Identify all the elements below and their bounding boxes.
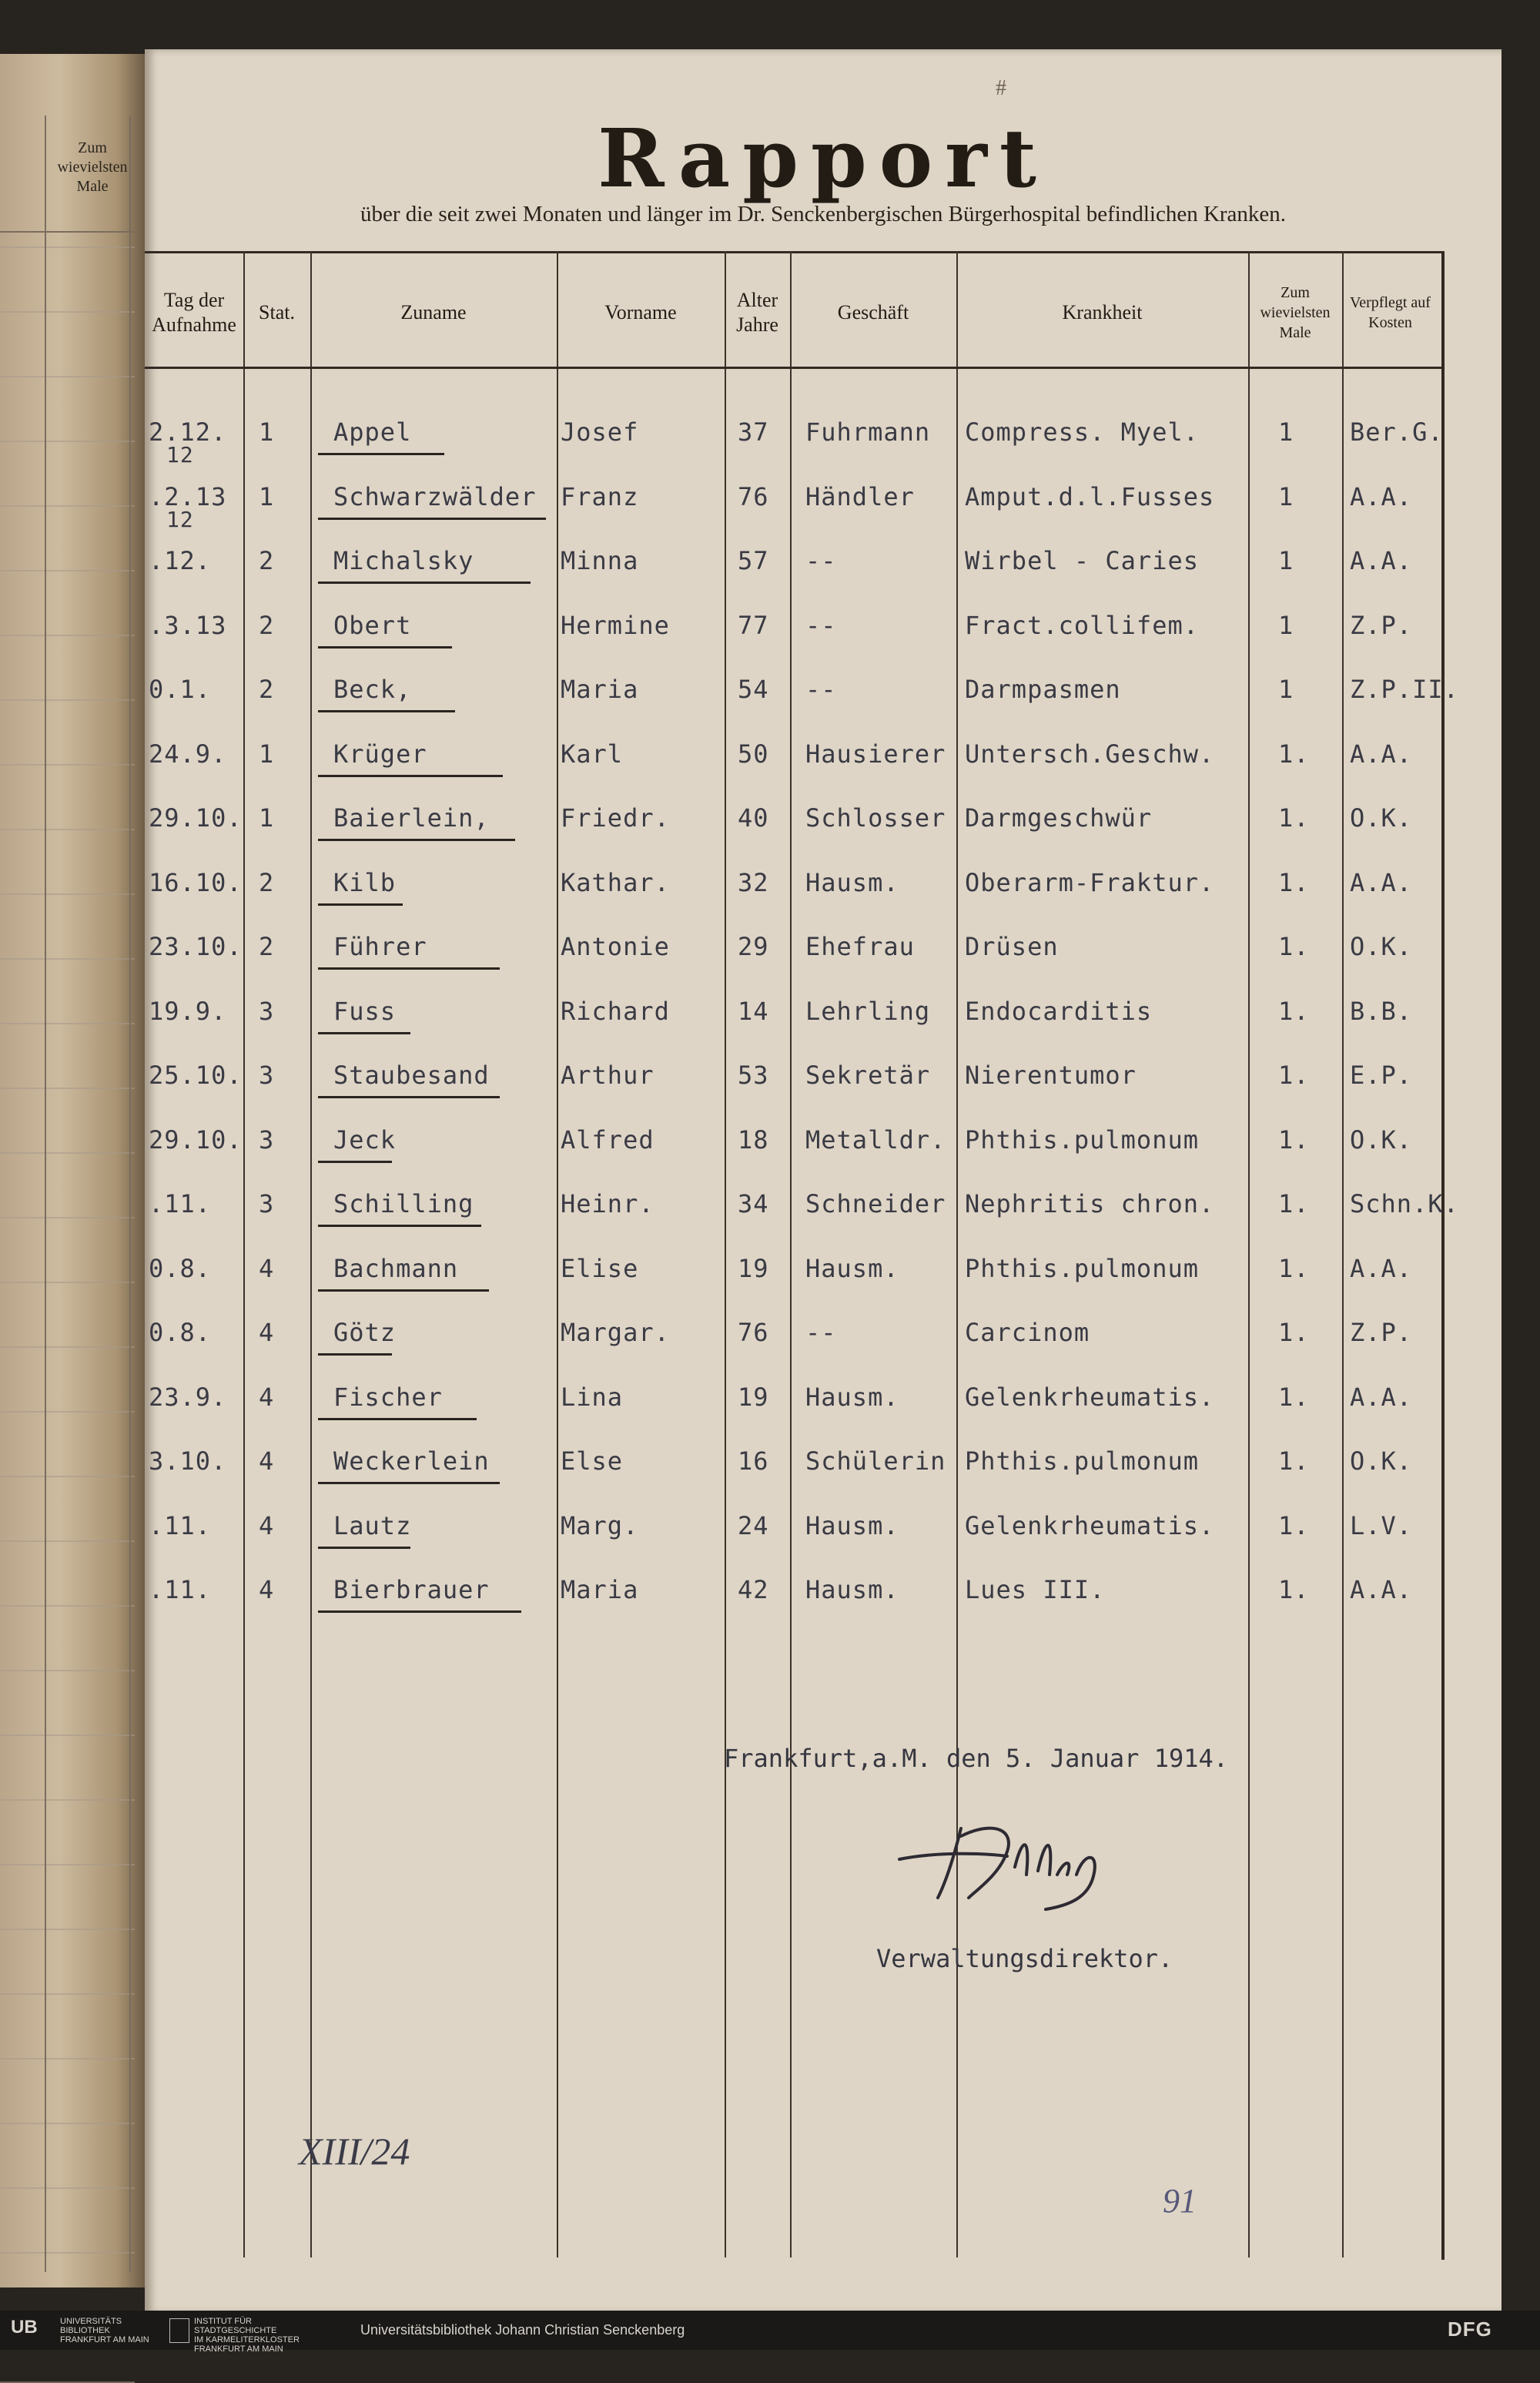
previous-page-rule-line xyxy=(0,1346,135,1348)
row-surname: Beck, xyxy=(333,675,412,704)
reference-mark: XIII/24 xyxy=(299,2130,410,2173)
previous-page-rule-line xyxy=(0,1282,135,1283)
ub-text-line: BIBLIOTHEK xyxy=(60,2326,110,2335)
row-times: 1. xyxy=(1278,1510,1310,1540)
surname-underline xyxy=(318,775,503,777)
row-surname: Baierlein, xyxy=(333,803,490,833)
row-date: 16.10. xyxy=(149,867,243,897)
previous-page-header xyxy=(46,139,139,196)
table-row xyxy=(145,417,1454,482)
row-stat: 3 xyxy=(259,996,275,1026)
header-stat: Stat. xyxy=(259,301,295,323)
row-stat: 4 xyxy=(259,1253,275,1283)
previous-page-rule-line xyxy=(0,1864,135,1865)
table-row xyxy=(145,1125,1454,1190)
surname-underline xyxy=(318,839,515,841)
row-illness: Carcinom xyxy=(965,1318,1090,1347)
row-surname: Appel xyxy=(333,417,412,447)
row-age: 14 xyxy=(738,996,769,1026)
row-surname: Lautz xyxy=(333,1510,412,1540)
table-row xyxy=(145,1189,1459,1254)
table-row xyxy=(145,803,1454,868)
row-times: 1. xyxy=(1278,1575,1310,1604)
row-stat: 3 xyxy=(259,1189,275,1218)
previous-page-rule-line xyxy=(0,311,135,313)
row-costs: A.A. xyxy=(1350,546,1413,575)
row-trade: -- xyxy=(805,610,837,640)
row-illness: Gelenkrheumatis. xyxy=(965,1510,1215,1540)
row-surname: Fuss xyxy=(333,996,397,1026)
row-stat: 2 xyxy=(259,610,275,640)
surname-underline xyxy=(318,1289,489,1292)
previous-page-rule-line xyxy=(0,764,135,766)
previous-page-rule-line xyxy=(0,1411,135,1413)
row-trade: -- xyxy=(805,1318,837,1347)
row-firstname: Kathar. xyxy=(561,867,670,897)
ub-text xyxy=(60,2317,149,2344)
surname-underline xyxy=(318,1482,500,1484)
row-illness: Untersch.Geschw. xyxy=(965,739,1215,769)
row-costs: O.K. xyxy=(1350,1446,1413,1476)
row-trade: Schlosser xyxy=(805,803,946,833)
row-costs: Schn.K. xyxy=(1350,1189,1459,1218)
row-surname: Bierbrauer xyxy=(333,1575,490,1604)
row-costs: O.K. xyxy=(1350,932,1413,961)
row-times: 1 xyxy=(1278,481,1294,511)
row-firstname: Friedr. xyxy=(561,803,670,833)
place-and-date: Frankfurt,a.M. den 5. Januar 1914. xyxy=(724,1744,1229,1773)
dfg-logo: DFG xyxy=(1448,2318,1492,2341)
row-stat: 2 xyxy=(259,675,275,704)
previous-page-rule-line xyxy=(0,1605,135,1607)
surname-underline xyxy=(318,646,452,649)
surname-underline xyxy=(318,967,500,970)
table-row xyxy=(145,868,1454,933)
row-date: .11. xyxy=(149,1510,212,1540)
table-row xyxy=(145,611,1454,675)
previous-page-rule-line xyxy=(0,829,135,830)
row-surname: Schwarzwälder xyxy=(333,481,537,511)
ub-logo: UB xyxy=(11,2317,38,2338)
row-date: 24.9. xyxy=(149,739,227,769)
row-times: 1. xyxy=(1278,1061,1310,1090)
surname-underline xyxy=(318,1032,410,1034)
table-row xyxy=(145,1446,1454,1511)
row-surname: Krüger xyxy=(333,739,427,769)
row-times: 1 xyxy=(1278,417,1294,447)
institute-logo-icon xyxy=(169,2318,189,2343)
row-times: 1 xyxy=(1278,546,1294,575)
document-subtitle: über die seit zwei Monaten und länger im Dr. Senckenbergischen Bürgerhospital befindlichen Kranken. xyxy=(360,202,1287,226)
row-trade: Händler xyxy=(805,481,915,511)
previous-page-rule-line xyxy=(0,376,135,377)
row-illness: Nephritis chron. xyxy=(965,1189,1215,1218)
row-trade: Fuhrmann xyxy=(805,417,931,447)
table-row xyxy=(145,997,1454,1061)
signature xyxy=(892,1805,1169,1913)
row-trade: Lehrling xyxy=(805,996,931,1026)
row-stat: 1 xyxy=(259,481,275,511)
row-stat: 3 xyxy=(259,1061,275,1090)
row-age: 77 xyxy=(738,610,769,640)
row-date: 3.10. xyxy=(149,1446,227,1476)
row-costs: E.P. xyxy=(1350,1061,1413,1090)
surname-underline xyxy=(318,582,531,584)
institute-text-line: STADTGESCHICHTE xyxy=(194,2326,277,2335)
row-stat: 4 xyxy=(259,1318,275,1347)
row-firstname: Marg. xyxy=(561,1510,639,1540)
row-costs: Ber.G. xyxy=(1350,417,1444,447)
previous-page-header-rule xyxy=(0,231,135,233)
document-title: Rapport xyxy=(598,111,1049,206)
row-illness: Oberarm-Fraktur. xyxy=(965,867,1215,897)
previous-page-rule-line xyxy=(0,1088,135,1089)
row-surname: Michalsky xyxy=(333,546,474,575)
previous-page-rule-line xyxy=(0,2123,135,2124)
surname-underline xyxy=(318,1610,521,1613)
previous-page-rule-line xyxy=(0,635,135,636)
row-times: 1. xyxy=(1278,1446,1310,1476)
table-row xyxy=(145,482,1454,547)
header-times: Zum wievielsten Male xyxy=(1260,284,1331,341)
previous-page-rule-line xyxy=(0,893,135,895)
previous-page-rule-line xyxy=(0,1799,135,1801)
header-date: Tag der Aufnahme xyxy=(152,289,236,336)
row-surname: Weckerlein xyxy=(333,1446,490,1476)
row-times: 1. xyxy=(1278,803,1310,833)
previous-page-rule-line xyxy=(0,1476,135,1477)
footer-bar xyxy=(0,2311,1540,2354)
row-age: 50 xyxy=(738,739,769,769)
row-date: 0.1. xyxy=(149,675,212,704)
row-costs: A.A. xyxy=(1350,1382,1413,1412)
row-stat: 2 xyxy=(259,932,275,961)
header-surname: Zuname xyxy=(400,301,467,323)
row-surname: Schilling xyxy=(333,1189,474,1218)
row-firstname: Alfred xyxy=(561,1124,654,1155)
document-page xyxy=(145,49,1502,2314)
row-date: .3.13 xyxy=(149,610,227,640)
table-row xyxy=(145,1061,1454,1125)
row-times: 1. xyxy=(1278,1382,1310,1412)
row-stat: 1 xyxy=(259,417,275,447)
row-costs: A.A. xyxy=(1350,867,1413,897)
institute-text-line: IM KARMELITERKLOSTER xyxy=(194,2335,300,2344)
row-age: 40 xyxy=(738,803,769,833)
row-trade: Hausm. xyxy=(805,1510,899,1540)
row-trade: Sekretär xyxy=(805,1061,931,1090)
previous-page-ruling xyxy=(0,116,135,2287)
row-date: 0.8. xyxy=(149,1318,212,1347)
row-times: 1. xyxy=(1278,932,1310,961)
row-trade: Hausm. xyxy=(805,1575,899,1604)
row-times: 1. xyxy=(1278,996,1310,1026)
row-date: 0.8. xyxy=(149,1253,212,1283)
row-trade: Schneider xyxy=(805,1189,946,1218)
row-date: 2.12. xyxy=(149,417,227,447)
table-row xyxy=(145,1383,1454,1447)
row-illness: Gelenkrheumatis. xyxy=(965,1382,1215,1412)
header-trade: Geschäft xyxy=(837,301,909,323)
previous-page-column-line xyxy=(45,116,46,2272)
row-illness: Compress. Myel. xyxy=(965,417,1199,447)
row-costs: Z.P. xyxy=(1350,610,1413,640)
row-firstname: Maria xyxy=(561,1575,639,1604)
row-surname: Kilb xyxy=(333,867,397,897)
previous-page-rule-line xyxy=(0,1152,135,1154)
row-times: 1. xyxy=(1278,1253,1310,1283)
row-date: 29.10. xyxy=(149,1124,243,1155)
previous-page-rule-line xyxy=(0,441,135,442)
previous-page-rule-line xyxy=(0,570,135,571)
previous-page-rule-line xyxy=(0,1023,135,1024)
surname-underline xyxy=(318,453,444,455)
row-date-note: 12 xyxy=(166,506,194,532)
row-trade: Hausm. xyxy=(805,867,899,897)
surname-underline xyxy=(318,1547,410,1549)
row-illness: Lues III. xyxy=(965,1575,1106,1604)
row-firstname: Maria xyxy=(561,675,639,704)
row-trade: -- xyxy=(805,546,837,575)
previous-page-rule-line xyxy=(0,699,135,701)
row-trade: Hausierer xyxy=(805,739,946,769)
row-trade: Hausm. xyxy=(805,1253,899,1283)
row-stat: 4 xyxy=(259,1382,275,1412)
row-age: 76 xyxy=(738,481,769,511)
row-age: 76 xyxy=(738,1318,769,1347)
previous-page-rule-line xyxy=(0,505,135,507)
surname-underline xyxy=(318,1096,500,1098)
institute-text-line: FRANKFURT AM MAIN xyxy=(194,2344,283,2354)
row-age: 19 xyxy=(738,1253,769,1283)
previous-page-rule-line xyxy=(0,2187,135,2189)
row-costs: O.K. xyxy=(1350,1124,1413,1155)
row-times: 1. xyxy=(1278,867,1310,897)
row-illness: Nierentumor xyxy=(965,1061,1137,1090)
row-date: 23.9. xyxy=(149,1382,227,1412)
header-costs: Verpflegt auf Kosten xyxy=(1350,294,1431,331)
previous-page-rule-line xyxy=(0,1670,135,1671)
row-illness: Phthis.pulmonum xyxy=(965,1124,1199,1155)
row-times: 1. xyxy=(1278,739,1310,769)
library-name: Universitätsbibliothek Johann Christian Senckenberg xyxy=(360,2322,685,2338)
institute-text xyxy=(194,2317,300,2354)
surname-underline xyxy=(318,518,546,520)
row-firstname: Josef xyxy=(561,417,639,447)
row-illness: Drüsen xyxy=(965,932,1059,961)
row-date: .2.13 xyxy=(149,481,227,511)
row-firstname: Karl xyxy=(561,739,624,769)
previous-page-rule-line xyxy=(0,1734,135,1736)
row-firstname: Heinr. xyxy=(561,1189,654,1218)
surname-underline xyxy=(318,1418,477,1420)
row-firstname: Minna xyxy=(561,546,639,575)
header-firstname: Vorname xyxy=(604,301,677,323)
row-stat: 4 xyxy=(259,1446,275,1476)
row-illness: Endocarditis xyxy=(965,996,1153,1026)
row-firstname: Franz xyxy=(561,481,639,511)
table-row xyxy=(145,1254,1454,1319)
row-date: 23.10. xyxy=(149,932,243,961)
row-firstname: Hermine xyxy=(561,610,670,640)
row-surname: Bachmann xyxy=(333,1253,459,1283)
row-costs: A.A. xyxy=(1350,1575,1413,1604)
surname-underline xyxy=(318,903,403,906)
row-costs: Z.P. xyxy=(1350,1318,1413,1347)
row-surname: Fischer xyxy=(333,1382,443,1412)
row-illness: Wirbel - Caries xyxy=(965,546,1199,575)
page-number: 91 xyxy=(1163,2182,1197,2220)
row-surname: Führer xyxy=(333,932,427,961)
row-costs: A.A. xyxy=(1350,739,1413,769)
row-times: 1. xyxy=(1278,1318,1310,1347)
row-trade: Schülerin xyxy=(805,1446,946,1476)
row-firstname: Lina xyxy=(561,1382,624,1412)
row-date: .11. xyxy=(149,1575,212,1604)
row-costs: L.V. xyxy=(1350,1510,1413,1540)
previous-page-header-line: wievielsten xyxy=(57,159,128,176)
row-illness: Darmpasmen xyxy=(965,675,1121,704)
row-date: .12. xyxy=(149,546,212,575)
table-row xyxy=(145,675,1459,739)
table-row xyxy=(145,1318,1454,1383)
row-age: 54 xyxy=(738,675,769,704)
row-surname: Götz xyxy=(333,1318,397,1347)
row-stat: 4 xyxy=(259,1575,275,1604)
row-costs: O.K. xyxy=(1350,803,1413,833)
row-stat: 2 xyxy=(259,546,275,575)
row-age: 42 xyxy=(738,1575,769,1604)
row-firstname: Richard xyxy=(561,996,670,1026)
row-times: 1. xyxy=(1278,1124,1310,1155)
surname-underline xyxy=(318,1225,481,1227)
row-stat: 2 xyxy=(259,867,275,897)
row-costs: Z.P.II. xyxy=(1350,675,1459,704)
institute-text-line: INSTITUT FÜR xyxy=(194,2317,252,2326)
table-row xyxy=(145,739,1454,804)
row-stat: 1 xyxy=(259,803,275,833)
row-illness: Amput.d.l.Fusses xyxy=(965,481,1215,511)
row-stat: 1 xyxy=(259,739,275,769)
row-age: 29 xyxy=(738,932,769,961)
previous-page-rule-line xyxy=(0,1929,135,1930)
row-age: 16 xyxy=(738,1446,769,1476)
previous-page-rule-line xyxy=(0,1217,135,1218)
row-times: 1 xyxy=(1278,610,1294,640)
row-stat: 4 xyxy=(259,1510,275,1540)
row-times: 1. xyxy=(1278,1189,1310,1218)
row-costs: A.A. xyxy=(1350,481,1413,511)
row-age: 37 xyxy=(738,417,769,447)
row-date: 19.9. xyxy=(149,996,227,1026)
row-firstname: Margar. xyxy=(561,1318,670,1347)
row-costs: A.A. xyxy=(1350,1253,1413,1283)
previous-page-rule-line xyxy=(0,958,135,960)
surname-underline xyxy=(318,1161,392,1163)
row-age: 19 xyxy=(738,1382,769,1412)
row-times: 1 xyxy=(1278,675,1294,704)
row-surname: Staubesand xyxy=(333,1061,490,1090)
previous-page-header-line: Male xyxy=(76,178,109,195)
row-age: 18 xyxy=(738,1124,769,1155)
surname-underline xyxy=(318,1353,392,1356)
header-age: Alter Jahre xyxy=(736,289,778,336)
surname-underline xyxy=(318,710,455,712)
previous-page-column-line xyxy=(129,116,131,2272)
table-row xyxy=(145,932,1454,997)
previous-page-rule-line xyxy=(0,1540,135,1542)
row-date: 25.10. xyxy=(149,1061,243,1090)
previous-page-header-line: Zum xyxy=(78,139,107,156)
row-firstname: Arthur xyxy=(561,1061,654,1090)
row-trade: Hausm. xyxy=(805,1382,899,1412)
row-age: 53 xyxy=(738,1061,769,1090)
row-stat: 3 xyxy=(259,1124,275,1155)
row-illness: Phthis.pulmonum xyxy=(965,1446,1199,1476)
signatory-title: Verwaltungsdirektor. xyxy=(876,1944,1173,1973)
row-illness: Darmgeschwür xyxy=(965,803,1153,833)
table-row xyxy=(145,1575,1454,1640)
row-surname: Obert xyxy=(333,610,412,640)
row-firstname: Else xyxy=(561,1446,624,1476)
row-age: 32 xyxy=(738,867,769,897)
row-trade: Ehefrau xyxy=(805,932,915,961)
row-age: 57 xyxy=(738,546,769,575)
previous-page-rule-line xyxy=(0,2252,135,2254)
row-age: 24 xyxy=(738,1510,769,1540)
row-illness: Phthis.pulmonum xyxy=(965,1253,1199,1283)
previous-page-rule-line xyxy=(0,246,135,248)
previous-page-rule-line xyxy=(0,2058,135,2060)
previous-page-rule-line xyxy=(0,1993,135,1995)
folio-mark: # xyxy=(996,76,1006,100)
header-illness: Krankheit xyxy=(1062,301,1143,323)
header-rule xyxy=(145,367,1441,369)
table-row xyxy=(145,546,1454,611)
table-row xyxy=(145,1511,1454,1576)
row-firstname: Antonie xyxy=(561,932,670,961)
row-costs: B.B. xyxy=(1350,996,1413,1026)
row-date: 29.10. xyxy=(149,803,243,833)
row-trade: -- xyxy=(805,675,837,704)
row-illness: Fract.collifem. xyxy=(965,610,1199,640)
ub-text-line: FRANKFURT AM MAIN xyxy=(60,2335,149,2344)
row-surname: Jeck xyxy=(333,1124,397,1155)
row-date-note: 12 xyxy=(166,442,194,468)
row-trade: Metalldr. xyxy=(805,1124,946,1155)
row-firstname: Elise xyxy=(561,1253,639,1283)
row-age: 34 xyxy=(738,1189,769,1218)
row-date: .11. xyxy=(149,1189,212,1218)
ub-text-line: UNIVERSITÄTS xyxy=(60,2317,122,2326)
